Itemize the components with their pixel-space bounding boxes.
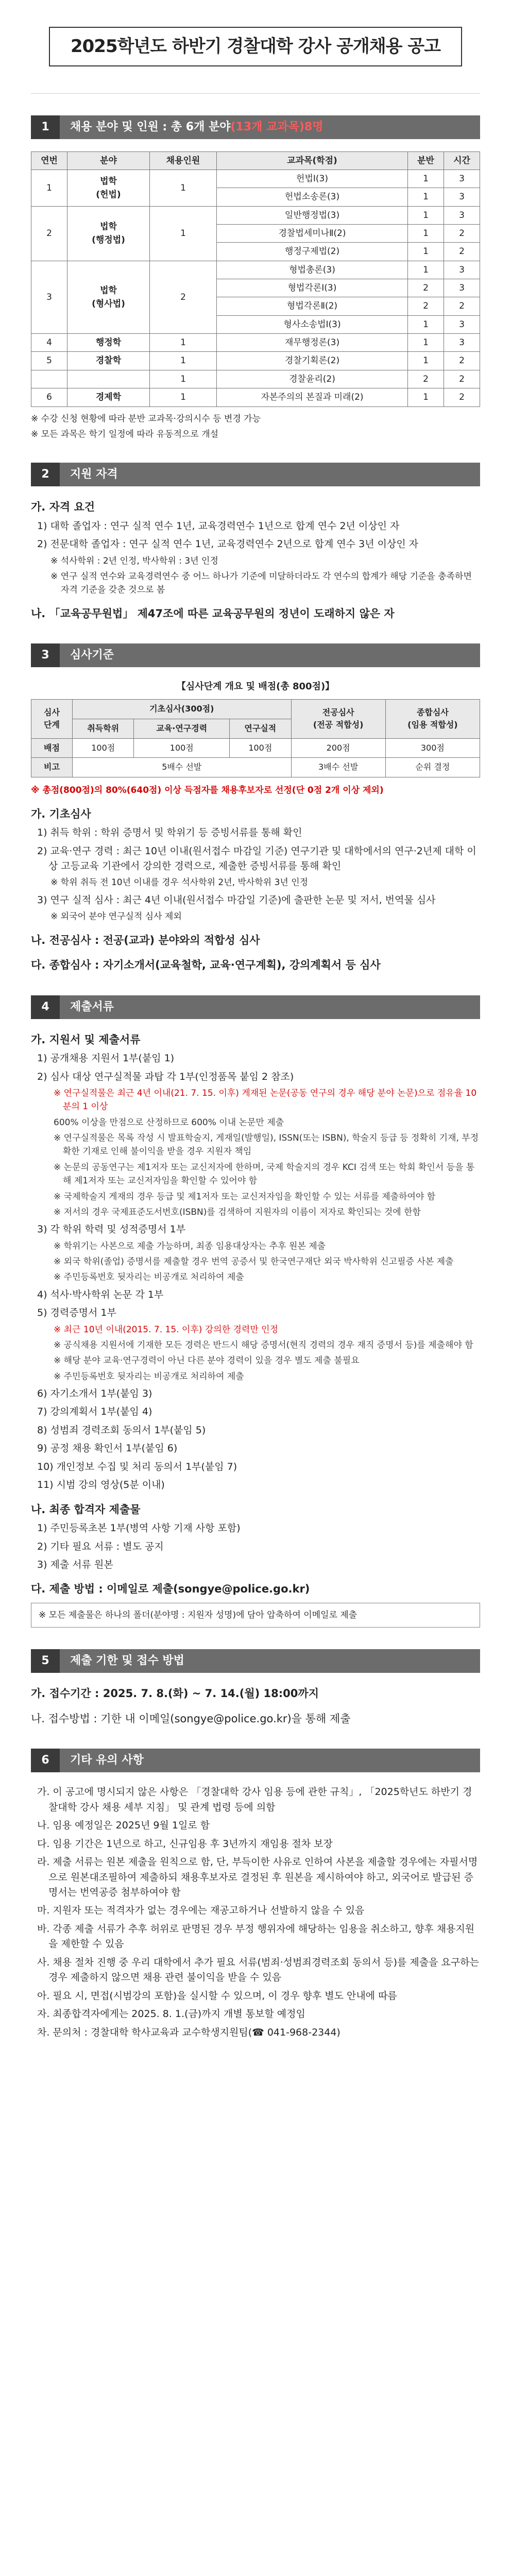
hours-cell: 3 bbox=[444, 279, 480, 297]
count-cell: 2 bbox=[150, 261, 217, 333]
header-cell: 교육·연구경력 bbox=[134, 719, 230, 738]
table-row bbox=[31, 261, 480, 279]
section-title: 채용 분야 및 인원 : 총 6개 분야 (13개 교과목) 8명 bbox=[70, 120, 323, 133]
list-item: 1) 주민등록초본 1부(병역 사항 기재 사항 포함) bbox=[37, 1522, 241, 1534]
allocation-table bbox=[31, 151, 480, 407]
course-cell: 경찰법세미나Ⅱ(2) bbox=[217, 225, 408, 243]
division-cell: 1 bbox=[408, 225, 444, 243]
subheading: 다. 제출 방법 : 이메일로 제출(songye@police.go.kr) bbox=[31, 1583, 310, 1596]
section-title: 제출서류 bbox=[70, 1000, 114, 1013]
table-cell: 순위 결정 bbox=[385, 758, 480, 777]
row-number: 3 bbox=[31, 261, 67, 333]
hours-cell: 3 bbox=[444, 334, 480, 352]
header-cell: 시간 bbox=[444, 151, 480, 170]
hours-cell: 3 bbox=[444, 206, 480, 224]
division-cell: 2 bbox=[408, 370, 444, 388]
list-item: 3) 각 학위 학력 및 성적증명서 1부 bbox=[37, 1224, 186, 1235]
course-cell: 형사소송법Ⅰ(3) bbox=[217, 315, 408, 333]
hours-cell: 2 bbox=[444, 225, 480, 243]
course-cell: 경찰윤리(2) bbox=[217, 370, 408, 388]
row-number: 6 bbox=[31, 388, 67, 406]
list-item: 가. 이 공고에 명시되지 않은 사항은 「경찰대학 강사 임용 등에 관한 규칙」, 「2025학년도 하반기 경찰대학 강사 채용 세부 지침」 및 관계 법령 등에 의함 bbox=[37, 1786, 472, 1813]
table-cell: 3배수 선발 bbox=[291, 758, 385, 777]
field-cell: 행정학 bbox=[67, 334, 150, 352]
row-number: 2 bbox=[31, 206, 67, 261]
field-cell: 경찰학 bbox=[67, 352, 150, 370]
table-row bbox=[31, 738, 480, 758]
list-item: 10) 개인정보 수집 및 처리 동의서 1부(붙임 7) bbox=[37, 1461, 237, 1472]
note-text: ※ 국제학술지 게재의 경우 등급 및 제1저자 또는 교신저자임을 확인할 수 있는 서류를 제출하여야 함 bbox=[54, 1191, 436, 1202]
note-text: ※ 논문의 공동연구는 제1저자 또는 교신저자에 한하며, 국제 학술지의 경우 KCI 검색 또는 학회 확인서 등을 통해 제1저자 또는 교신저자임을 확인할 수 있어야 함 bbox=[54, 1162, 475, 1187]
table-row bbox=[31, 700, 480, 719]
course-cell: 헌법Ⅰ(3) bbox=[217, 170, 408, 188]
table-row bbox=[31, 388, 480, 406]
header-cell: 심사 단계 bbox=[31, 700, 73, 739]
course-cell: 형법총론(3) bbox=[217, 261, 408, 279]
subheading: 나. 접수방법 : 기한 내 이메일(songye@police.go.kr)을 통해 제출 bbox=[31, 1712, 351, 1725]
list-item: 3) 제출 서류 원본 bbox=[37, 1558, 113, 1570]
list-item: 자. 최종합격자에게는 2025. 8. 1.(금)까지 개별 통보할 예정임 bbox=[37, 2008, 305, 2020]
note-text: ※ 주민등록번호 뒷자리는 비공개로 처리하여 제출 bbox=[54, 1371, 244, 1382]
list-item: 9) 공정 채용 확인서 1부(붙임 6) bbox=[37, 1443, 178, 1454]
note-text: ※ 외국 학위(졸업) 증명서를 제출할 경우 번역 공증서 및 한국연구재단 외국 박사학위 신고필증 사본 제출 bbox=[54, 1256, 454, 1267]
note-text: 600% 이상을 만점으로 산정하므로 600% 이내 논문만 제출 bbox=[54, 1117, 284, 1128]
division-cell: 1 bbox=[408, 315, 444, 333]
list-item: 11) 시범 강의 영상(5분 이내) bbox=[37, 1479, 165, 1491]
header-cell: 분야 bbox=[67, 151, 150, 170]
note-text: ※ 학위 취득 전 10년 이내를 경우 석사학위 2년, 박사학위 3년 인정 bbox=[50, 877, 309, 888]
course-cell: 재무행정론(3) bbox=[217, 334, 408, 352]
header-cell: 연번 bbox=[31, 151, 67, 170]
table-cell: 300점 bbox=[385, 738, 480, 758]
row-label: 배점 bbox=[31, 738, 73, 758]
division-cell: 1 bbox=[408, 352, 444, 370]
evaluation-table bbox=[31, 699, 480, 777]
title-area bbox=[31, 0, 480, 94]
note-text: ※ 최근 10년 이내(2015. 7. 15. 이후) 강의한 경력만 인정 bbox=[54, 1324, 279, 1335]
course-cell: 행정구제법(2) bbox=[217, 243, 408, 261]
table-row bbox=[31, 170, 480, 188]
note-text: ※ 학위기는 사본으로 제출 가능하며, 최종 임용대상자는 추후 원본 제출 bbox=[54, 1241, 326, 1251]
field-cell bbox=[67, 370, 150, 388]
list-item: 다. 임용 기간은 1년으로 하고, 신규임용 후 3년까지 재임용 절차 보장 bbox=[37, 1838, 333, 1850]
division-cell: 1 bbox=[408, 188, 444, 206]
list-item: 8) 성범죄 경력조회 동의서 1부(붙임 5) bbox=[37, 1424, 206, 1436]
hours-cell: 3 bbox=[444, 188, 480, 206]
table-row bbox=[31, 206, 480, 224]
hours-cell: 3 bbox=[444, 261, 480, 279]
count-cell: 1 bbox=[150, 170, 217, 207]
table-row bbox=[31, 370, 480, 388]
note-text: ※ 연구실적물은 최근 4년 이내(21. 7. 15. 이후) 게재된 논문(공동 연구의 경우 해당 분야 논문)으로 점유율 10분의 1 이상 bbox=[54, 1088, 477, 1112]
count-cell: 1 bbox=[150, 352, 217, 370]
header-cell: 기초심사(300점) bbox=[73, 700, 292, 719]
section-number: 3 bbox=[31, 643, 60, 667]
subheading: 나. 최종 합격자 제출물 bbox=[31, 1503, 141, 1516]
note-text: ※ 총점(800점)의 80%(640점) 이상 득점자를 채용후보자로 선정(단 0점 2개 이상 제외) bbox=[31, 785, 384, 796]
course-cell: 형법각론Ⅱ(2) bbox=[217, 297, 408, 315]
header-cell: 취득학위 bbox=[73, 719, 134, 738]
subheading: 나. 전공심사 : 전공(교과) 분야와의 적합성 심사 bbox=[31, 934, 260, 946]
course-cell: 경찰기획론(2) bbox=[217, 352, 408, 370]
section-title: 지원 자격 bbox=[70, 468, 118, 481]
table-cell: 100점 bbox=[134, 738, 230, 758]
list-item: 2) 전문대학 졸업자 : 연구 실적 연수 1년, 교육경력연수 2년으로 합계 연수 3년 이상인 자 bbox=[37, 538, 419, 550]
list-item: 1) 대학 졸업자 : 연구 실적 연수 1년, 교육경력연수 1년으로 합계 연수 2년 이상인 자 bbox=[37, 520, 400, 532]
section-number: 6 bbox=[31, 1749, 60, 1772]
row-number: 5 bbox=[31, 352, 67, 370]
division-cell: 1 bbox=[408, 334, 444, 352]
allocation-table-body bbox=[31, 170, 480, 406]
allocation-table-header bbox=[31, 151, 480, 170]
note-text: ※ 연구실적물은 목록 작성 시 발표학술지, 게재일(발행일), ISSN(또는 ISBN), 학술지 등급 등 정확히 기재, 부정확한 기재로 인해 불이익을 받을 경우 지원자 책임 bbox=[54, 1133, 479, 1157]
table-row bbox=[31, 352, 480, 370]
list-item: 7) 강의계획서 1부(붙임 4) bbox=[37, 1406, 152, 1418]
subheading: 가. 지원서 및 제출서류 bbox=[31, 1033, 141, 1046]
subheading: 다. 종합심사 : 자기소개서(교육철학, 교육·연구계획), 강의계획서 등 심사 bbox=[31, 959, 381, 972]
note-text: ※ 연구 실적 연수와 교육경력연수 중 어느 하나가 기준에 미달하더라도 각 연수의 합계가 해당 기준을 충족하면 자격 기준을 갖춘 것으로 봄 bbox=[50, 571, 472, 596]
hours-cell: 3 bbox=[444, 170, 480, 188]
note-text: ※ 공식채용 지원서에 기재한 모든 경력은 반드시 해당 증명서(현직 경력의 경우 재직 증명서 등)를 제출해야 함 bbox=[54, 1340, 473, 1350]
header-cell: 종합심사 (임용 적합성) bbox=[385, 700, 480, 739]
course-cell: 형법각론Ⅰ(3) bbox=[217, 279, 408, 297]
section-title: 제출 기한 및 접수 방법 bbox=[70, 1654, 184, 1668]
section-number: 5 bbox=[31, 1649, 60, 1673]
division-cell: 1 bbox=[408, 170, 444, 188]
list-item: 1) 취득 학위 : 학위 증명서 및 학위기 등 증빙서류를 통해 확인 bbox=[37, 827, 302, 839]
section-title: 심사기준 bbox=[70, 649, 114, 662]
table-cell: 100점 bbox=[73, 738, 134, 758]
note-text: ※ 석사학위 : 2년 인정, 박사학위 : 3년 인정 bbox=[50, 555, 218, 566]
subheading: 가. 자격 요건 bbox=[31, 501, 95, 514]
hours-cell: 3 bbox=[444, 315, 480, 333]
row-number: 4 bbox=[31, 334, 67, 352]
note-text: ※ 주민등록번호 뒷자리는 비공개로 처리하여 제출 bbox=[54, 1272, 244, 1283]
row-number bbox=[31, 370, 67, 388]
list-item: 바. 각종 제출 서류가 추후 허위로 판명된 경우 부정 행위자에 해당하는 임용을 취소하고, 향후 채용지원을 제한할 수 있음 bbox=[37, 1923, 475, 1950]
division-cell: 1 bbox=[408, 261, 444, 279]
division-cell: 1 bbox=[408, 388, 444, 406]
hours-cell: 2 bbox=[444, 352, 480, 370]
table-caption: 【심사단계 개요 및 배점(총 800점)】 bbox=[176, 681, 335, 692]
hours-cell: 2 bbox=[444, 388, 480, 406]
division-cell: 2 bbox=[408, 279, 444, 297]
subheading: 나. 「교육공무원법」 제47조에 따른 교육공무원의 정년이 도래하지 않은 자 bbox=[31, 607, 395, 620]
division-cell: 1 bbox=[408, 206, 444, 224]
row-label: 비고 bbox=[31, 758, 73, 777]
table-cell: 200점 bbox=[291, 738, 385, 758]
division-cell: 1 bbox=[408, 243, 444, 261]
section-header-criteria bbox=[31, 643, 480, 667]
list-item: 6) 자기소개서 1부(붙임 3) bbox=[37, 1387, 152, 1399]
section-header-qualification bbox=[31, 463, 480, 486]
list-item: 2) 기타 필요 서류 : 별도 공지 bbox=[37, 1540, 164, 1552]
note-text: ※ 수강 신청 현황에 따라 분반 교과목·강의시수 등 변경 가능 bbox=[31, 413, 261, 424]
header-cell: 채용인원 bbox=[150, 151, 217, 170]
section-number: 1 bbox=[31, 115, 60, 139]
note-text: ※ 해당 분야 교육·연구경력이 아닌 다른 분야 경력이 있을 경우 별도 제출 불필요 bbox=[54, 1355, 360, 1366]
note-box bbox=[31, 1603, 480, 1628]
section-header-documents bbox=[31, 995, 480, 1019]
section-header-notes bbox=[31, 1749, 480, 1772]
list-item: 1) 공개채용 지원서 1부(붙임 1) bbox=[37, 1053, 175, 1064]
list-item: 아. 필요 시, 면접(시범강의 포함)을 실시할 수 있으며, 이 경우 향후 별도 안내에 따름 bbox=[37, 1990, 397, 2002]
note-text: ※ 외국어 분야 연구실적 심사 제외 bbox=[50, 911, 182, 922]
section-title: 기타 유의 사항 bbox=[70, 1754, 144, 1767]
field-cell: 법학 (형사법) bbox=[67, 261, 150, 333]
subheading: 가. 접수기간 : 2025. 7. 8.(화) ~ 7. 14.(월) 18:00까지 bbox=[31, 1687, 319, 1700]
course-cell: 일반행정법(3) bbox=[217, 206, 408, 224]
list-item: 3) 연구 실적 심사 : 최근 4년 이내(원서접수 마감일 기준)에 출판한 논문 및 저서, 번역물 심사 bbox=[37, 894, 436, 906]
header-cell: 연구실적 bbox=[230, 719, 291, 738]
count-cell: 1 bbox=[150, 334, 217, 352]
header-cell: 교과목(학점) bbox=[217, 151, 408, 170]
table-cell: 5배수 선발 bbox=[73, 758, 292, 777]
list-item: 차. 문의처 : 경찰대학 학사교육과 교수학생지원팀(☎ 041-968-2344) bbox=[37, 2026, 340, 2038]
list-item: 4) 석사·박사학위 논문 각 1부 bbox=[37, 1289, 164, 1300]
field-cell: 경제학 bbox=[67, 388, 150, 406]
section-header-deadline bbox=[31, 1649, 480, 1673]
header-cell: 분반 bbox=[408, 151, 444, 170]
hours-cell: 2 bbox=[444, 297, 480, 315]
list-item: 5) 경력증명서 1부 bbox=[37, 1307, 116, 1319]
count-cell: 1 bbox=[150, 206, 217, 261]
count-cell: 1 bbox=[150, 370, 217, 388]
list-item: 나. 임용 예정일은 2025년 9월 1일로 함 bbox=[37, 1820, 210, 1832]
table-row bbox=[31, 334, 480, 352]
course-cell: 헌법소송론(3) bbox=[217, 188, 408, 206]
list-item: 사. 채용 절차 진행 중 우리 대학에서 추가 필요 서류(범죄·성범죄경력조회 동의서 등)를 제출을 요구하는 경우 제출하지 않으면 채용 관련 불이익을 받을 수 있음 bbox=[37, 1956, 479, 1984]
subheading: 가. 기초심사 bbox=[31, 807, 91, 820]
section-number: 2 bbox=[31, 463, 60, 486]
hours-cell: 2 bbox=[444, 370, 480, 388]
list-item: 마. 지원자 또는 적격자가 없는 경우에는 재공고하거나 선발하지 않을 수 있음 bbox=[37, 1905, 365, 1917]
field-cell: 법학 (행정법) bbox=[67, 206, 150, 261]
list-item: 라. 제출 서류는 원본 제출을 원칙으로 함, 단, 부득이한 사유로 인하여 사본을 제출할 경우에는 자필서명으로 원본대조필하여 제출하되 채용후보자로 결정된 후 원본을 제시하여야 하고, 외국어로 발급된 증명서는 번역공증 첨부하여야 함 bbox=[37, 1856, 478, 1899]
note-text: ※ 모든 제출물은 하나의 폴더(분야명 : 지원자 성명)에 담아 압축하여 이메일로 제출 bbox=[39, 1609, 357, 1620]
list-item: 2) 심사 대상 연구실적물 과탑 각 1부(인정품목 붙임 2 참조) bbox=[37, 1071, 294, 1082]
division-cell: 2 bbox=[408, 297, 444, 315]
note-text: ※ 모든 과목은 학기 일정에 따라 유동적으로 개설 bbox=[31, 429, 219, 439]
course-cell: 자본주의의 본질과 미래(2) bbox=[217, 388, 408, 406]
section-header-allocation bbox=[31, 115, 480, 139]
note-text: ※ 저서의 경우 국제표준도서번호(ISBN)를 검색하여 지원자의 이름이 저자로 확인되는 것에 한함 bbox=[54, 1207, 421, 1217]
count-cell: 1 bbox=[150, 388, 217, 406]
row-number: 1 bbox=[31, 170, 67, 207]
header-cell: 전공심사 (전공 적합성) bbox=[291, 700, 385, 739]
list-item: 2) 교육·연구 경력 : 최근 10년 이내(원서접수 마감일 기준) 연구기관 및 대학에서의 연구·2년제 대학 이상 고등교육 기관에서 강의한 경력으로, 제출한 증빙서류를 통해 확인 bbox=[37, 845, 476, 872]
table-row bbox=[31, 758, 480, 777]
section-number: 4 bbox=[31, 995, 60, 1019]
field-cell: 법학 (헌법) bbox=[67, 170, 150, 207]
table-cell: 100점 bbox=[230, 738, 291, 758]
page-title: 2025학년도 하반기 경찰대학 강사 공개채용 공고 bbox=[49, 27, 462, 66]
hours-cell: 2 bbox=[444, 243, 480, 261]
